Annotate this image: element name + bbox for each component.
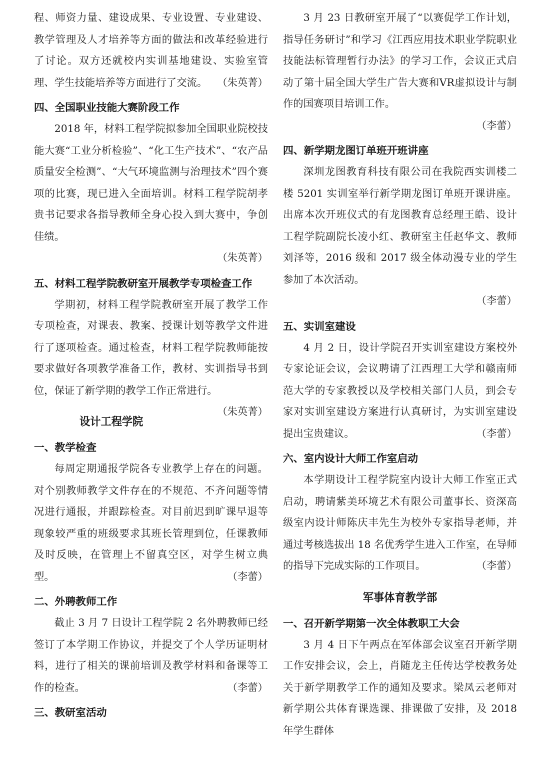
paragraph: 深圳龙图教育科技有限公司在我院西实训楼二楼 5201 实训室举行新学期龙图订单班开课讲座。出席本次开班仪式的有龙图教育总经理王皓、设计工程学院副院长凌小红、教研室主任赵华文、教师刘泽等，2016 级和 2017 级全体动漫专业的学生参加了本次活动。 [283,167,517,286]
author-credit: （李蕾） [227,571,268,583]
right-column [283,8,517,742]
section-heading: 三、教研室活动 [34,707,107,719]
paragraph: 程、师资力量、建设成果、专业设置、专业建设、教学管理及人才培养等方面的做法和改革经验进行了讨论。双方还就校内实训基地建设、实验室管理、学生技能培养等方面进行了交流。 （朱英菁） [34,8,268,94]
section-heading: 五、实训室建设 [283,320,356,333]
author-credit: （朱英菁） [217,253,268,264]
section-heading: 二、外聘教师工作 [34,596,118,608]
section-heading: 四、新学期龙图订单班开班讲座 [283,145,429,157]
section-heading: 六、室内设计大师工作室启动 [283,453,419,465]
paragraph: 本学期设计工程学院室内设计大师工作室正式启动，聘请紫美环境艺术有限公司董事长、资深高级室内设计师陈庆丰先生为校外专家指导老师，并通过考核选拔出 18 名优秀学生进入工作室，在导师的指导下完成实际的工作项目。 （李蕾） [283,470,517,578]
author-credit: （朱英菁） [217,407,268,418]
paragraph: 2018 年，材料工程学院拟参加全国职业院校技能大赛“工业分析检验”、“化工生产技术”、“农产品质量安全检测”、“大气环境监测与治理技术”四个赛项的比赛，现已进入全面培训。材料工程学院胡孝贵书记要求各指导教师全身心投入到大赛中，争创佳绩。 [34,124,268,243]
paragraph: 3 月 4 日下午两点在军体部会议室召开新学期工作安排会议，会上，肖随龙主任传达学校教务处关于新学期教学工作的通知及要求。梁凤云老师对新学期公共体育课选课、排课做了安排，及 2018 年学生群体 [283,639,517,737]
department-title: 设计工程学院 [79,416,144,428]
paragraph: 3 月 23 日教研室开展了“以赛促学工作计划，指导任务研讨”和学习《江西应用技术职业学院职业技能法标管理暂行办法》的学习工作，会议正式启动了第十届全国大学生广告大赛和VR虚拟设计与制作的国赛项目培训工作。 [283,13,517,110]
paragraph: 每周定期通报学院各专业教学上存在的问题。对个别教师教学文件存在的不规范、不齐问题等情况进行通报，并跟踪检查。对目前迟到旷课早退等现象较严重的班级要求其班长管理到位，任课教师及时反映，在管理上不留真空区，对学生树立典型。 （李蕾） [34,459,268,588]
paragraph: 学期初，材料工程学院教研室开展了教学工作专项检查，对课表、教案、授课计划等教学文件进行了逐项检查。通过检查，材料工程学院教师能按要求做好各项教学准备工作，教材、实训指导书到位，保证了新学期的教学工作正常进行。 （朱英菁） [34,295,268,403]
author-credit: （朱英菁） [217,77,268,89]
paragraph: 截止 3 月 7 日设计工程学院 2 名外聘教师已经签订了本学期工作协议，并提交了个人学历证明材料，进行了相关的课前培训及教学材料和备课等工作的检查。 （李蕾） [34,613,268,699]
author-credit: （李蕾） [227,682,268,694]
author-credit: （李蕾） [476,561,517,572]
author-credit: （李蕾） [476,296,517,307]
section-heading: 五、材料工程学院教研室开展教学专项检查工作 [34,277,253,290]
section-heading: 一、召开新学期第一次全体教职工大会 [283,617,460,630]
department-title: 军事体育教学部 [362,591,438,604]
section-heading: 四、全国职业技能大赛阶段工作 [34,102,180,114]
author-credit: （李蕾） [476,428,517,440]
section-heading: 一、教学检查 [34,442,97,454]
author-credit: （李蕾） [476,120,517,132]
left-column [34,8,268,724]
paragraph: 4 月 2 日，设计学院召开实训室建设方案校外专家论证会议，会议聘请了江西理工大学和赣南师范大学的专家教授以及学校相关部门人员，到会专家对实训室建设方案进行认真研讨，为实训室建设提出宝贵建议。 （李蕾） [283,338,517,446]
